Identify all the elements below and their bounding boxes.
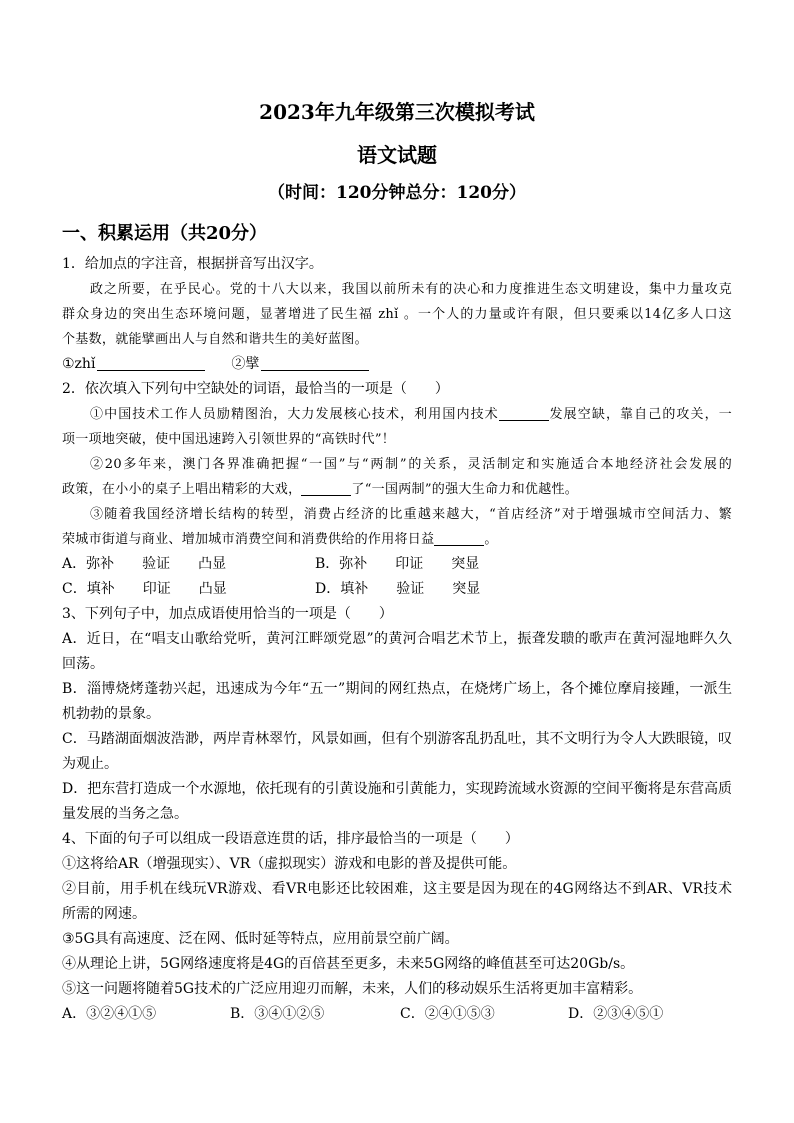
subject-title: 语文试题 [357, 143, 437, 167]
q1-passage-line: 群众身边的突出生态环境问题，显著增进了民生福 zhǐ 。一个人的力量或许有限，但只要乘以14亿多人口这 [62, 307, 732, 322]
q3-option-c[interactable]: C．马踏湖面烟波浩渺，两岸青林翠竹，风景如画，但有个别游客乱扔乱吐，其不文明行为令人大跌眼镜，叹 [62, 731, 732, 747]
q3-option-d[interactable]: D．把东营打造成一个水源地，依托现有的引黄设施和引黄能力，实现跨流域水资源的空间平衡将是东营高质 [62, 781, 732, 797]
section-heading: 一、积累运用（共20分） [62, 223, 268, 244]
q2-blank1[interactable] [499, 405, 549, 421]
q4-sentence-3: ③5G具有高速度、泛在网、低时延等特点，应用前景空前广阔。 [62, 931, 459, 947]
q3-option-d-cont: 量发展的当务之急。 [62, 806, 188, 822]
q1-blank2-input[interactable] [261, 355, 369, 371]
q4-sentence-1: ①这将给AR（增强现实）、VR（虚拟现实）游戏和电影的普及提供可能。 [62, 856, 517, 872]
q2-options-row [62, 577, 732, 602]
q4-option-d[interactable]: D．②③④⑤① [568, 1006, 664, 1022]
q3-option-b[interactable]: B．淄博烧烤蓬勃兴起，迅速成为今年“五一”期间的网红热点，在烧烤广场上，各个摊位摩肩接踵，一派生 [62, 681, 732, 697]
q2-blank2[interactable] [301, 480, 351, 496]
q1-answer-row [62, 352, 732, 377]
q2-option-a[interactable]: A．弥补 验证 凸显 [62, 556, 227, 572]
q1-stem: 1．给加点的字注音，根据拼音写出汉字。 [62, 256, 323, 272]
q3-option-a-cont: 回荡。 [62, 656, 104, 672]
q4-stem: 4、下面的句子可以组成一段语意连贯的话，排序最恰当的一项是（ ） [62, 831, 519, 847]
q2-stem: 2．依次填入下列句中空缺处的词语，最恰当的一项是（ ） [62, 381, 449, 397]
q1-passage-line: 政之所要，在乎民心。党的十八大以来，我国以前所未有的决心和力度推进生态文明建设，集中力量攻克 [90, 282, 732, 297]
q2-option-b[interactable]: B．弥补 印证 突显 [315, 556, 480, 572]
q2-sentence2-line: ②20多年来，澳门各界准确把握“一国”与“两制”的关系，灵活制定和实施适合本地经济社会发展的 [90, 457, 732, 472]
q2-sentence1-line: ①中国技术工作人员励精图治，大力发展核心技术，利用国内技术 发展空缺，靠自己的攻关，一 [90, 407, 732, 422]
q2-sentence2-line: 政策，在小小的桌子上唱出精彩的大戏， 了“一国两制”的强大生命力和优越性。 [62, 482, 579, 497]
q2-options-row [62, 552, 732, 577]
q4-sentence-2: ②目前，用手机在线玩VR游戏、看VR电影还比较困难，这主要是因为现在的4G网络达不到AR、VR技术 [62, 881, 732, 897]
q2-sentence1-line: 项一项地突破，使中国迅速跨入引领世界的“高铁时代”！ [62, 432, 396, 447]
q4-options-row [62, 1002, 732, 1027]
q2-blank3[interactable] [434, 530, 484, 546]
q4-sentence-4: ④从理论上讲，5G网络速度将是4G的百倍甚至更多，未来5G网络的峰值甚至可达20Gb/s。 [62, 956, 635, 972]
q4-option-b[interactable]: B．③④①②⑤ [230, 1006, 325, 1022]
exam-info: （时间：120分钟总分：120分） [268, 183, 526, 203]
q3-option-c-cont: 为观止。 [62, 756, 118, 772]
q2-option-d[interactable]: D．填补 验证 突显 [315, 581, 481, 597]
q2-sentence3-line: 荣城市街道与商业、增加城市消费空间和消费供给的作用将日益 。 [62, 532, 498, 547]
q1-blank1-input[interactable] [97, 355, 205, 371]
q2-sentence3-line: ③随着我国经济增长结构的转型，消费占经济的比重越来越大，“首店经济”对于增强城市空间活力、繁 [90, 507, 732, 522]
q3-option-a[interactable]: A．近日，在“唱支山歌给党听，黄河江畔颂党恩”的黄河合唱艺术节上，振聋发聩的歌声在黄河湿地畔久久 [62, 631, 732, 647]
q4-sentence-2-cont: 所需的网速。 [62, 906, 146, 922]
q4-option-c[interactable]: C．②④①⑤③ [400, 1006, 495, 1022]
q3-option-b-cont: 机勃勃的景象。 [62, 706, 160, 722]
q4-sentence-5: ⑤这一问题将随着5G技术的广泛应用迎刃而解，未来，人们的移动娱乐生活将更加丰富精彩。 [62, 981, 643, 997]
exam-title: 2023年九年级第三次模拟考试 [259, 100, 535, 124]
q3-stem: 3、下列句子中，加点成语使用恰当的一项是（ ） [62, 606, 393, 622]
q1-blank1-label: ①zhǐ [62, 356, 96, 372]
q2-option-c[interactable]: C．填补 印证 凸显 [62, 581, 227, 597]
q1-passage-line: 个基数，就能擘画出人与自然和谐共生的美好蓝图。 [62, 332, 368, 347]
q4-option-a[interactable]: A．③②④①⑤ [62, 1006, 157, 1022]
question-content [62, 252, 732, 1027]
q1-blank2-label: ②擘 [231, 356, 260, 372]
